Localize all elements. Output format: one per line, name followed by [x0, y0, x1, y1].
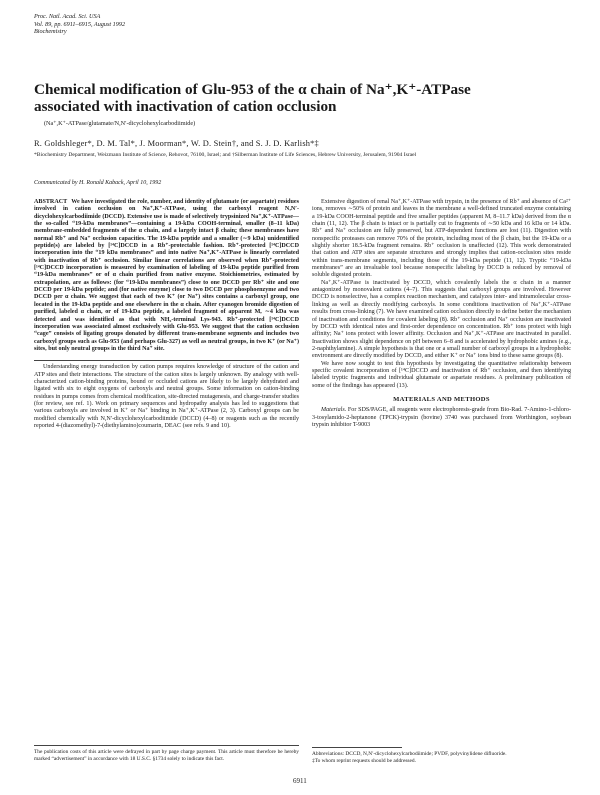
footnote-abbreviations — [312, 751, 571, 764]
journal-section: Biochemistry — [34, 28, 67, 36]
communicated-by: Communicated by H. Ronald Kaback, April 10, 1992 — [34, 180, 162, 186]
affiliations: *Biochemistry Department, Weizmann Institute of Science, Rehovot, 76100, Israel; and †Silberman Institute of Life Sciences, Hebrew University, Jerusalem, 91904 Israel — [34, 152, 417, 158]
journal-header — [34, 13, 125, 36]
section-heading-methods: MATERIALS AND METHODS — [393, 395, 490, 403]
left-column — [34, 199, 299, 430]
footnote-charges: The publication costs of this article were defrayed in part by page charge payment. This article must therefore be hereby marked “advertisement” in accordance with 18 U.S.C. §1734 solely to indicate this fact. — [34, 749, 299, 762]
right-column — [312, 199, 571, 429]
abstract — [34, 199, 299, 353]
title-line-1: Chemical modification of Glu-953 of the α chain of Na⁺,K⁺-ATPase — [34, 81, 471, 98]
author-list: R. Goldshleger*, D. M. Tal*, J. Moorman*, W. D. Stein†, and S. J. D. Karlish*‡ — [34, 139, 319, 148]
body-paragraph: Extensive digestion of renal Na⁺,K⁺-ATPase with trypsin, in the presence of Rb⁺ and absence of Ca²⁺ ions, removes ∼50% of protein and leaves in the membrane a well-defined truncated enzyme containing a 19-kDa COOH-terminal peptide and five smaller peptides (apparent Mᵣ 8–11.7 kDa) derived from the α chain (11, 12). The β chain is intact or is partially cut to fragments of ∼50 kDa and 16 kDa or 14 kDa. Rb⁺ and Na⁺ occlusion are fully preserved, but ATP-dependent functions are lost (11). Digestion with nonspecific proteases can remove 70% of the protein, including most of the β chain, but the 19-kDa or a slightly shorter 18.5-kDa fragment remains. Rb⁺ occlusion is unaffected (12). This work demonstrated that cation and ATP sites are separate structures and strongly implies that cation-occlusion sites reside within trans-membrane segments, including those of the 19-kDa peptide (11, 12). Tryptic “19-kDa membranes” are an invaluable tool because nonspecific labeling by DCCD is reduced by removal of soluble digested protein. — [312, 199, 571, 279]
methods-paragraph — [312, 407, 571, 429]
page-number: 6911 — [293, 777, 307, 785]
body-paragraph: We have now sought to test this hypothesis by investigating the quantitative relationship between specific covalent incorporation of [¹⁴C]DCCD and inactivation of Rb⁺ occlusion, and then identifying labeled tryptic fragments and individual glutamate or aspartate residues. A preliminary publication of some of the findings has appeared (13). — [312, 360, 571, 389]
article-title — [34, 81, 574, 115]
title-line-2: associated with inactivation of cation occlusion — [34, 98, 337, 115]
abstract-text: We have investigated the role, number, and identity of glutamate (or aspartate) residues involved in cation occlusion on Na⁺,K⁺-ATPase, using the carboxyl reagent N,N′-dicyclohexylcarbodiimide (DCCD). Extensive use is made of selectively trypsinized Na⁺,K⁺-ATPase—the so-called “19-kDa membranes”—containing a 19-kDa COOH-terminal, smaller (8–11 kDa) membrane-embedded fragments of the α chain, and a largely intact β chain; these membranes have normal Rb⁺ and Na⁺ occlusion capacities. The 19-kDa peptide and a smaller (∼9 kDa) unidentified peptide(s) are labeled by [¹⁴C]DCCD in a Rb⁺-protectable fashion. Rb⁺-protected [¹⁴C]DCCD incorporation into the “19 kDa membranes” and into native Na⁺,K⁺-ATPase is linearly correlated with inactivation of Rb⁺ occlusion. Similar linear correlations are observed when Rb⁺-protected [¹⁴C]DCCD incorporation is measured by examination of labeling of 19-kDa peptide purified from “19-kDa membranes” or of α chain purified from native enzyme. Stoichiometries, estimated by extrapolation, are as follows: (for “19-kDa membranes”) close to one DCCD per Rb⁺ site and one DCCD per 19-kDa peptide; and (for native enzyme) close to two DCCD per phosphoenzyme and two DCCD per α chain. We suggest that each of two K⁺ (or Na⁺) sites contains a carboxyl group, one located in the 19-kDa peptide and one elsewhere in the α chain. After cyanogen bromide digestion of purified, labeled α chain, or of 19-kDa peptide, a labeled fragment of apparent Mᵣ ∼4 kDa was detected and was identified as that with NH₂-terminal Lys-943. Rb⁺-protected [¹⁴C]DCCD incorporation was associated almost exclusively with Glu-953. We suggest that the cation occlusion “cage” consists of ligating groups donated by different trans-membrane segments and includes two carboxyl groups such as Glu-953 (and perhaps Glu-327) as well as neutral groups, in two K⁺ (or Na⁺) sites, but only neutral groups in the third Na⁺ site. — [34, 199, 299, 352]
footnote-reprint-text: ‡To whom reprint requests should be addressed. — [312, 757, 416, 764]
abstract-label: ABSTRACT — [34, 199, 68, 205]
abstract-divider — [34, 360, 299, 361]
journal-volume: Vol. 89, pp. 6911–6915, August 1992 — [34, 20, 126, 28]
keywords: (Na⁺,K⁺-ATPase/glutamate/N,N′-dicyclohexylcarbodiimide) — [44, 120, 196, 127]
footnote-divider-right — [312, 747, 402, 748]
body-paragraph: Na⁺,K⁺-ATPase is inactivated by DCCD, which covalently labels the α chain in a manner antagonized by monovalent cations (4–7). This suggests that carboxyl groups are involved. However DCCD is nonselective, has a complex reaction mechanism, and catalyzes inter- and intramolecular cross-linking as well as directly modifying carboxyls. In some conditions inactivation of Na⁺,K⁺-ATPase results from cross-linking (7). We have examined cation occlusion directly to define better the mechanism of inactivation and conditions for covalent labeling (8). Rb⁺ occlusion and Na⁺ occlusion are inactivated by DCCD with identical rates and first-order dependence on concentration. Rb⁺ ions protect with high affinity; Na⁺ ions protect with lower affinity. Occlusion and Na⁺,K⁺-ATPase are inactivated in parallel. Inactivation shows slight dependence on pH between 6–8 and is accelerated by hydrophobic amines (e.g., 2-naphthylamine). A simple hypothesis is that one or a small number of carboxyl groups in a hydrophobic environment are directly modified by DCCD, and either K⁺ or Na⁺ ions bind to these same groups (8). — [312, 279, 571, 360]
footnote-divider-left — [34, 745, 299, 746]
footnote-abbrev-text: Abbreviations: DCCD, N,N′-dicyclohexylcarbodiimide; PVDF, polyvinylidene difluoride. — [312, 751, 507, 757]
intro-paragraph: Understanding energy transduction by cation pumps requires knowledge of structure of the cation and ATP sites and their interactions. The structure of the cation sites is largely unknown. By analogy with well-characterized cation-binding proteins, bound or occluded cations are likely to be largely dehydrated and ligated with six to eight oxygens of carboxyls and neutral groups. Some information on cation-binding residues in pumps comes from chemical modification, site-directed mutagenesis, and charge-transfer studies (for review, see ref. 1). Work on primary sequences and hydropathy analysis has led to suggestions that various carboxyls are involved in K⁺ or Na⁺ binding in Na⁺,K⁺-ATPase (2, 3). Carboxyl groups can be modified chemically with N,N′-dicyclohexylcarbodiimide (DCCD) (4–8) or reagents such as the recently reported 4-(diazomethyl)-7-(diethylamino)coumarin, DEAC (see refs. 9 and 10). — [34, 364, 299, 429]
journal-name: Proc. Natl. Acad. Sci. USA — [34, 13, 101, 20]
methods-subhead: Materials. — [321, 407, 347, 414]
methods-text: For SDS/PAGE, all reagents were electrophoresis-grade from Bio-Rad. 7-Amino-1-chloro-3-tosylamido-2-heptanone (TPCK)-trypsin (bovine) 3740 was purchased from Worthington, soybean trypsin inhibitor T-9003 — [312, 407, 571, 428]
